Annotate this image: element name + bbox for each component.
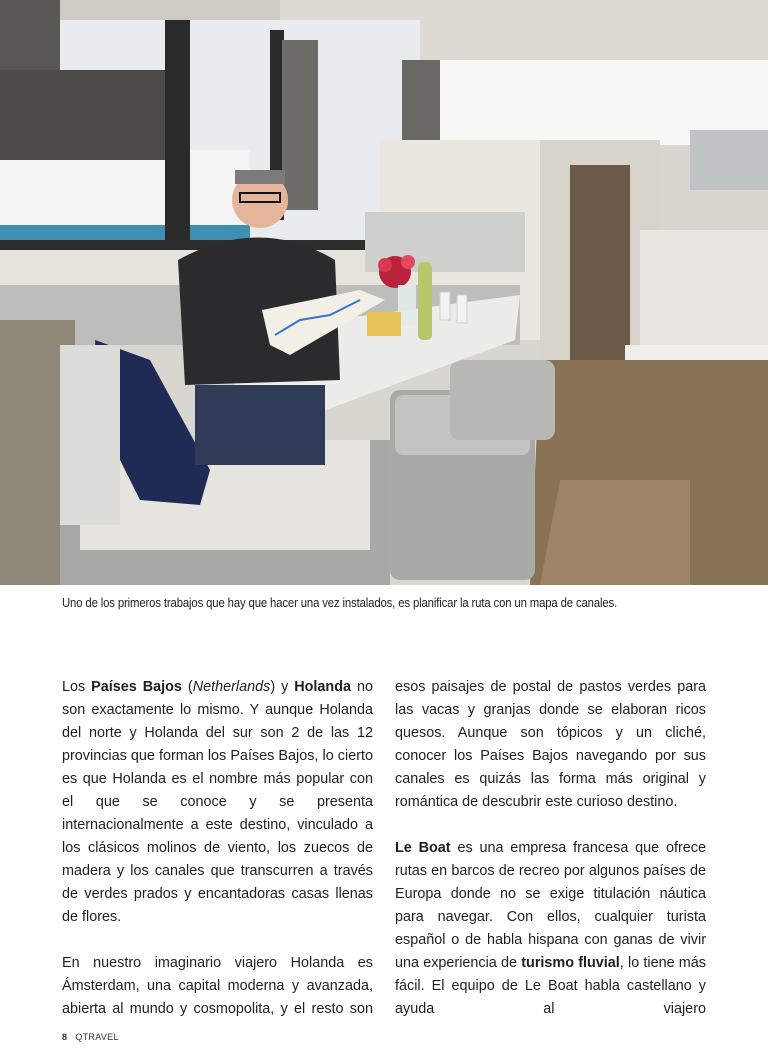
photo-caption: Uno de los primeros trabajos que hay que hacer una vez instalados, es planificar la ruta con un mapa de canales. (62, 596, 618, 610)
article-column-right (395, 676, 706, 1044)
paragraph-run: es una empresa francesa que ofrece rutas en barcos de recreo por algunos países de Europa donde no se exige titulación náutica para navegar. Con ellos, cualquier turista español o de habla hispana con ganas de vivir una experiencia de (395, 840, 706, 971)
page-number: 8 (62, 1032, 68, 1042)
article-paragraph-1 (62, 676, 373, 929)
paragraph-run: , lo tiene más fácil. El equipo de Le Boat habla castellano y ayuda al viajero (395, 955, 706, 1017)
paragraph-run: ( (181, 679, 193, 695)
publication-name: QTRAVEL (75, 1032, 119, 1042)
paragraph-run: Los (62, 679, 92, 695)
article-paragraph-4 (395, 837, 706, 1021)
article-paragraph-3: esos paisajes de postal de pastos verdes para las vacas y granjas donde se elaboran ricos quesos. Aunque son tópicos y un cliché, conocer los Países Bajos navegando por sus canales es quizás las forma más original y romántica de descubrir este curioso destino. (395, 679, 706, 810)
paragraph-run: ) y (270, 679, 295, 695)
bold-term-le-boat: Le Boat (395, 840, 451, 856)
italic-term-netherlands: Netherlands (192, 679, 271, 695)
bold-term-holanda: Holanda (294, 679, 352, 695)
page-footer (62, 1032, 119, 1042)
paragraph-run: no son exactamente lo mismo. Y aunque Holanda del norte y Holanda del sur son 2 de las 12 provincias que forman los Países Bajos, lo cierto es que Holanda es el nombre más popular con el que se conoce y se presenta internacionalmente a este destino, vinculado a los clásicos molinos de viento, los zuecos de madera y los canales que transcurren a través de verdes prados y encantadoras casas llenas de flores. (62, 679, 373, 925)
article-paragraph-2: En nuestro imaginario viajero Holanda es Ámsterdam, una capital moderna y avanzada, abierta al mundo y cosmopolita, y el resto son (62, 955, 373, 1017)
article-column-left (62, 676, 373, 1044)
bold-term-paises-bajos: Países Bajos (91, 679, 182, 695)
bold-term-turismo-fluvial: turismo fluvial (521, 955, 620, 971)
